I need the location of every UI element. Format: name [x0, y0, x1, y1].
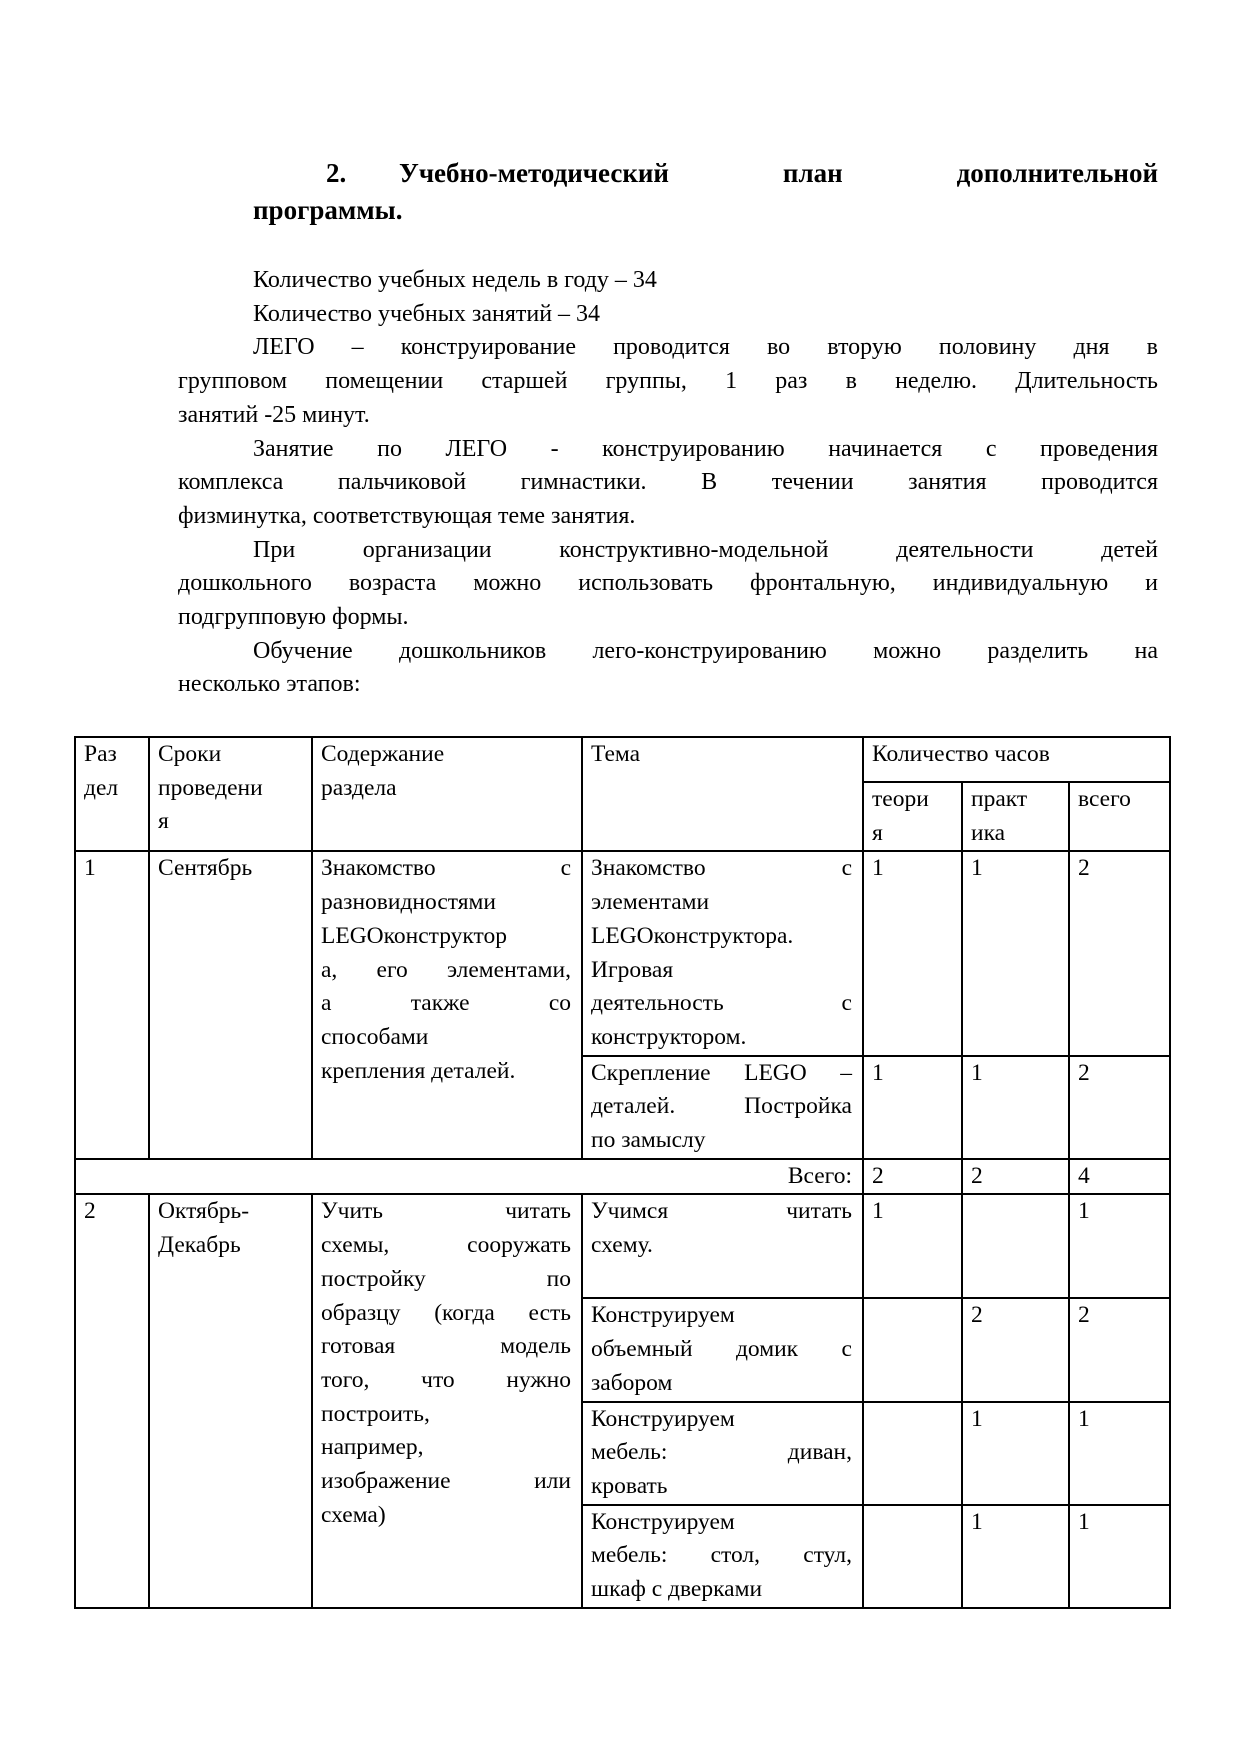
text-line: ика [971, 819, 1006, 846]
text-line: Октябрь- [158, 1198, 250, 1225]
text-line: того, что нужно [321, 1366, 571, 1393]
header-total [1069, 782, 1170, 851]
topic-cell [582, 851, 863, 1055]
paragraph [178, 534, 1158, 635]
text-line: деятельность с [591, 990, 852, 1017]
content-cell [312, 1194, 582, 1607]
text-line: Учить читать [321, 1198, 571, 1225]
text-line: построить, [321, 1400, 430, 1427]
text-line: конструктором. [591, 1023, 747, 1050]
text-line: подгрупповую формы. [178, 604, 409, 631]
topic-cell [582, 1194, 863, 1298]
text-line: ЛЕГО – конструирование проводится во вторую половину дня в [253, 334, 1158, 361]
total-cell: 2 [1069, 1298, 1170, 1401]
header-theory [863, 782, 962, 851]
table-row [75, 851, 1170, 1055]
theory-cell: 1 [863, 851, 962, 1055]
theory-cell [863, 1505, 962, 1608]
text-line: Содержание [321, 741, 445, 767]
text-line: Скрепление LEGO – [591, 1059, 852, 1086]
paragraph [178, 298, 1158, 332]
sum-theory: 2 [863, 1159, 962, 1195]
text-line: я [158, 808, 169, 835]
practice-cell: 2 [962, 1298, 1069, 1401]
total-cell: 1 [1069, 1402, 1170, 1505]
topic-cell [582, 1402, 863, 1505]
text-line: проведени [158, 774, 263, 801]
text-line: Декабрь [158, 1232, 241, 1259]
header-dates [149, 737, 312, 851]
text-line: забором [591, 1369, 673, 1396]
text-line: Сроки [158, 741, 222, 767]
text-line: а также со [321, 990, 571, 1017]
text-line: а, его элементами, [321, 956, 571, 983]
text-line: разновидностями [321, 889, 496, 916]
text-line: Знакомство с [591, 855, 852, 882]
text-line: При организации конструктивно-модельной деятельности детей [253, 536, 1158, 563]
text-line: практ [971, 786, 1028, 812]
text-line: Учимся читать [591, 1198, 852, 1225]
curriculum-table [74, 736, 1171, 1609]
text-line: комплекса пальчиковой гимнастики. В течении занятия проводится [178, 469, 1158, 496]
text-line: Количество часов [872, 741, 1050, 767]
table-row [75, 1194, 1170, 1298]
text-line: Игровая [591, 956, 674, 983]
page-title-line1: Учебно-методический план дополнительной [399, 158, 1158, 188]
text-line: всего [1078, 786, 1131, 812]
dates-cell [149, 1194, 312, 1607]
theory-cell [863, 1402, 962, 1505]
text-line: теори [872, 786, 929, 812]
text-line: способами [321, 1023, 429, 1050]
sum-practice: 2 [962, 1159, 1069, 1195]
text-line: кровать [591, 1472, 668, 1499]
paragraph [178, 264, 1158, 298]
text-line: Конструируем [591, 1508, 735, 1535]
text-line: Тема [591, 741, 641, 767]
text-line: схемы, сооружать [321, 1232, 571, 1259]
text-line: групповом помещении старшей группы, 1 раз в неделю. Длительность [178, 368, 1158, 395]
practice-cell: 1 [962, 1505, 1069, 1608]
text-line: схему. [591, 1232, 653, 1259]
section-number-cell: 2 [75, 1194, 149, 1607]
topic-cell [582, 1505, 863, 1608]
page-title-line2: программы. [253, 195, 403, 225]
text-line: Количество учебных недель в году – 34 [253, 267, 657, 293]
topic-cell [582, 1298, 863, 1401]
practice-cell: 1 [962, 1056, 1069, 1159]
text-line: деталей. Постройка [591, 1093, 852, 1120]
total-cell: 1 [1069, 1194, 1170, 1298]
section-number: 2. [326, 158, 347, 188]
text-line: крепления деталей. [321, 1057, 516, 1084]
text-line: раздела [321, 774, 397, 801]
total-cell: 2 [1069, 1056, 1170, 1159]
text-line: дел [84, 774, 119, 801]
text-line: готовая модель [321, 1333, 571, 1360]
practice-cell: 1 [962, 1402, 1069, 1505]
text-line: LEGOконструктор [321, 922, 507, 949]
paragraph [178, 635, 1158, 702]
header-hours [863, 737, 1170, 782]
text-line: Знакомство с [321, 855, 571, 882]
sum-row [75, 1159, 1170, 1195]
text-line: Конструируем [591, 1405, 735, 1432]
text-line: несколько этапов: [178, 671, 361, 698]
text-line: мебель: диван, [591, 1439, 852, 1466]
total-cell: 2 [1069, 851, 1170, 1055]
theory-cell [863, 1298, 962, 1401]
sum-total: 4 [1069, 1159, 1170, 1195]
text-line: шкаф с дверками [591, 1576, 763, 1603]
text-line: Раз [84, 741, 117, 767]
header-practice [962, 782, 1069, 851]
text-line: Количество учебных занятий – 34 [253, 300, 601, 327]
theory-cell: 1 [863, 1056, 962, 1159]
text-line: изображение или [321, 1468, 571, 1495]
text-line: элементами [591, 889, 710, 916]
text-line: LEGOконструктора. [591, 922, 794, 949]
text-line: схема) [321, 1501, 386, 1528]
header-content [312, 737, 582, 851]
text-line: образцу (когда есть [321, 1299, 571, 1326]
text-line: объемный домик с [591, 1336, 852, 1363]
content-cell [312, 851, 582, 1158]
text-line: физминутка, соответствующая теме занятия. [178, 502, 636, 529]
theory-cell: 1 [863, 1194, 962, 1298]
text-line: например, [321, 1434, 424, 1461]
text-line: занятий -25 минут. [178, 401, 370, 428]
header-topic [582, 737, 863, 851]
topic-cell [582, 1056, 863, 1159]
text-line: дошкольного возраста можно использовать фронтальную, индивидуальную и [178, 570, 1158, 597]
intro-text [178, 264, 1158, 702]
practice-cell: 1 [962, 851, 1069, 1055]
header-section [75, 737, 149, 851]
dates-cell: Сентябрь [149, 851, 312, 1158]
total-cell: 1 [1069, 1505, 1170, 1608]
text-line: по замыслу [591, 1127, 706, 1154]
text-line: мебель: стол, стул, [591, 1542, 852, 1569]
practice-cell [962, 1194, 1069, 1298]
text-line: Обучение дошкольников лего-конструированию можно разделить на [253, 637, 1158, 664]
sum-label: Всего: [75, 1159, 863, 1195]
text-line: Занятие по ЛЕГО - конструированию начинается с проведения [253, 435, 1158, 462]
text-line: постройку по [321, 1265, 571, 1292]
paragraph [178, 433, 1158, 534]
section-number-cell: 1 [75, 851, 149, 1158]
paragraph [178, 331, 1158, 432]
text-line: я [872, 819, 883, 846]
text-line: Конструируем [591, 1302, 735, 1329]
